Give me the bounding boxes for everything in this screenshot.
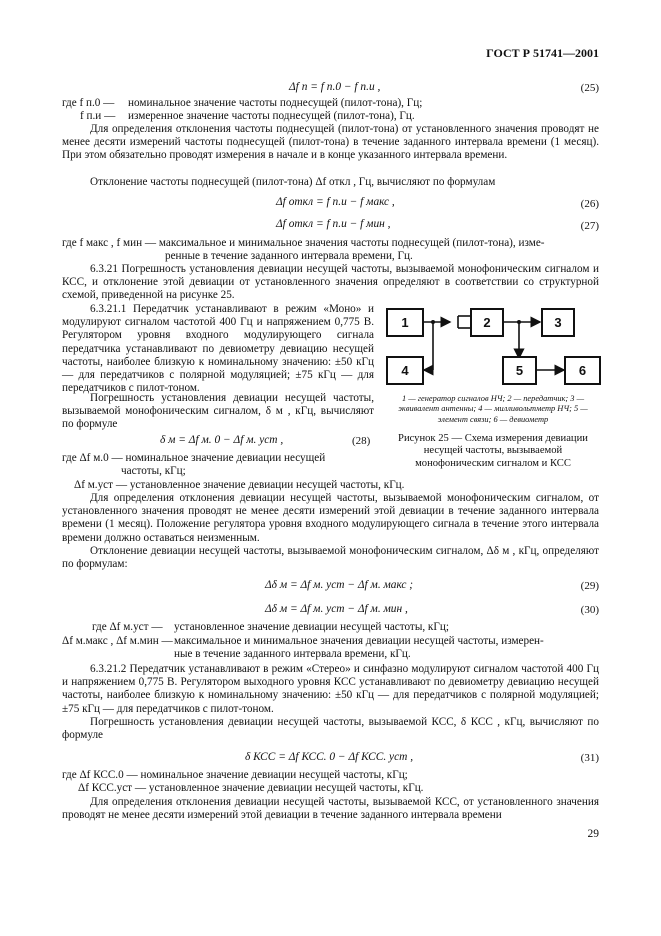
- formula-29-number: (29): [580, 580, 599, 592]
- definition-fmax-fmin-line1: где f макс , f мин — максимальное и минимальное значения частоты поднесущей (пилот-тона), изме-: [62, 237, 545, 249]
- definition-fpi-symbol: f п.и —: [80, 110, 116, 122]
- block-3-antenna-equivalent: 3: [541, 308, 575, 337]
- paragraph-kss-error-intro: Погрешность установления девиации несущей частоты, вызываемой КСС, δ КСС , кГц, вычисляют по формуле: [62, 716, 599, 742]
- paragraph-6-3-21: 6.3.21 Погрешность установления девиации несущей частоты, вызываемой монофоническим сигналом и КСС, и отклонение этой девиации от установленного значения определяют в соответствии со структурной схемой, приведенной на рисунке 25.: [62, 263, 599, 302]
- definition-fp0-symbol: где f п.0 —: [62, 97, 115, 109]
- paragraph-6-3-21-1: 6.3.21.1 Передатчик устанавливают в режим «Моно» и модулируют сигналом частотой 400 Гц и напряжением 0,775 В. Регулятором уровня входного модулирующего сигнала передатчика устанавливают по девиометру девиацию несущей частоты, наиболее близкую к номинальному значению: ±50 кГц — для передатчиков с полярной модуляцией; ±75 кГц — для передатчиков с пилот-тоном.: [62, 303, 374, 395]
- paragraph-subcarrier-deviation-intro: Отклонение частоты поднесущей (пилот-тона) Δf откл , Гц, вычисляют по формулам: [90, 176, 496, 188]
- figure-25-legend: 1 — генератор сигналов НЧ; 2 — передатчик; 3 — эквивалент антенны; 4 — милливольтметр НЧ; 5 — элемент связи; 6 — девиометр: [398, 394, 588, 424]
- formula-26-number: (26): [580, 198, 599, 210]
- formula-31: δ КСС = Δf КСС. 0 − Δf КСС. уст ,: [245, 751, 414, 763]
- definition-fkss-ust: Δf КСС.уст — установленное значение девиации несущей частоты, кГц.: [78, 782, 424, 794]
- definition-fm-max-min-symbol: Δf м.макс , Δf м.мин —: [62, 635, 173, 647]
- block-2-transmitter: 2: [470, 308, 504, 337]
- paragraph-6-3-21-2: 6.3.21.2 Передатчик устанавливают в режим «Стерео» и синфазно модулируют сигналом частотой 400 Гц и напряжением 0,775 В. Регулятором выходного уровня КСС устанавливают по девиометру девиацию несущей частоты, наиболее близкую к номинальному значению: ±50 кГц — для передатчиков с полярной модуляцией; ±75 кГц — для передатчиков с пилот-тоном.: [62, 663, 599, 715]
- definition-fm-max-min-line2: ные в течение заданного интервала времени, кГц.: [174, 648, 411, 660]
- block-5-coupling-element: 5: [502, 356, 537, 385]
- block-1-generator: 1: [386, 308, 424, 337]
- definition-fm-max-min-line1: максимальное и минимальное значения девиации несущей частоты, измерен-: [174, 635, 544, 647]
- definition-fm-ust: Δf м.уст — установленное значение девиации несущей частоты, кГц.: [74, 479, 405, 491]
- formula-28: δ м = Δf м. 0 − Δf м. уст ,: [160, 434, 284, 446]
- block-6-deviometer: 6: [564, 356, 601, 385]
- formula-27: Δf откл = f п.и − f мин ,: [276, 218, 391, 230]
- definition-fmax-fmin-line2: ренные в течение заданного интервала времени, Гц.: [165, 250, 413, 262]
- paragraph-mono-deviation-measurement: Для определения отклонения девиации несущей частоты, вызываемой монофоническим сигналом, от установленного значения проводят не менее десяти измерений этой девиации в течение заданного интервала времени (1 месяц). Положение регулятора уровня входного модулирующего сигнала в течение этого интервала времени должно оставаться неизменным.: [62, 492, 599, 544]
- definition-fp0-text: номинальное значение частоты поднесущей (пилот-тона), Гц;: [128, 97, 423, 109]
- definition-fm-ust-30-symbol: где Δf м.уст —: [92, 621, 163, 633]
- formula-30-number: (30): [580, 604, 599, 616]
- figure-25-caption: Рисунок 25 — Схема измерения девиации несущей частоты, вызываемой монофоническим сигналом и КСС: [398, 433, 588, 469]
- paragraph-subcarrier-measurement: Для определения отклонения частоты поднесущей (пилот-тона) от установленного значения проводят не менее десяти измерений частоты поднесущей (пилот-тона) в течение заданного интервала времени (1 месяц). При этом обязательно проводят измерения в начале и в конце указанного интервала времени.: [62, 123, 599, 162]
- page-number: 29: [587, 828, 599, 840]
- formula-28-number: (28): [352, 435, 371, 447]
- formula-25: Δf п = f п.0 − f п.и ,: [289, 81, 381, 93]
- definition-fm0-line2: частоты, кГц;: [121, 465, 186, 477]
- figure-25-diagram: [386, 303, 601, 385]
- paragraph-mono-error-intro: Погрешность установления девиации несущей частоты, вызываемой монофоническим сигналом, δ м , кГц, вычисляют по формуле: [62, 392, 374, 431]
- definition-fpi-text: измеренное значение частоты поднесущей (пилот-тона), Гц.: [128, 110, 415, 122]
- formula-25-number: (25): [580, 82, 599, 94]
- paragraph-kss-deviation-measurement: Для определения отклонения девиации несущей частоты, вызываемой КСС, от установленного значения проводят не менее десяти измерений этой девиации в течение заданного интервала времени: [62, 796, 599, 822]
- definition-fkss0: где Δf КСС.0 — номинальное значение девиации несущей частоты, кГц;: [62, 769, 408, 781]
- formula-31-number: (31): [580, 752, 599, 764]
- block-4-millivoltmeter: 4: [386, 356, 424, 385]
- formula-27-number: (27): [580, 220, 599, 232]
- definition-fm-ust-30-text: установленное значение девиации несущей частоты, кГц;: [174, 621, 449, 633]
- paragraph-mono-deviation-intro: Отклонение девиации несущей частоты, вызываемой монофоническим сигналом, Δδ м , кГц, определяют по формулам:: [62, 545, 599, 571]
- formula-29: Δδ м = Δf м. уст − Δf м. макс ;: [265, 579, 414, 591]
- formula-26: Δf откл = f п.и − f макс ,: [276, 196, 395, 208]
- formula-30: Δδ м = Δf м. уст − Δf м. мин ,: [265, 603, 408, 615]
- definition-fm0-line1: где Δf м.0 — номинальное значение девиации несущей: [62, 452, 326, 464]
- standard-header: ГОСТ Р 51741—2001: [486, 46, 599, 60]
